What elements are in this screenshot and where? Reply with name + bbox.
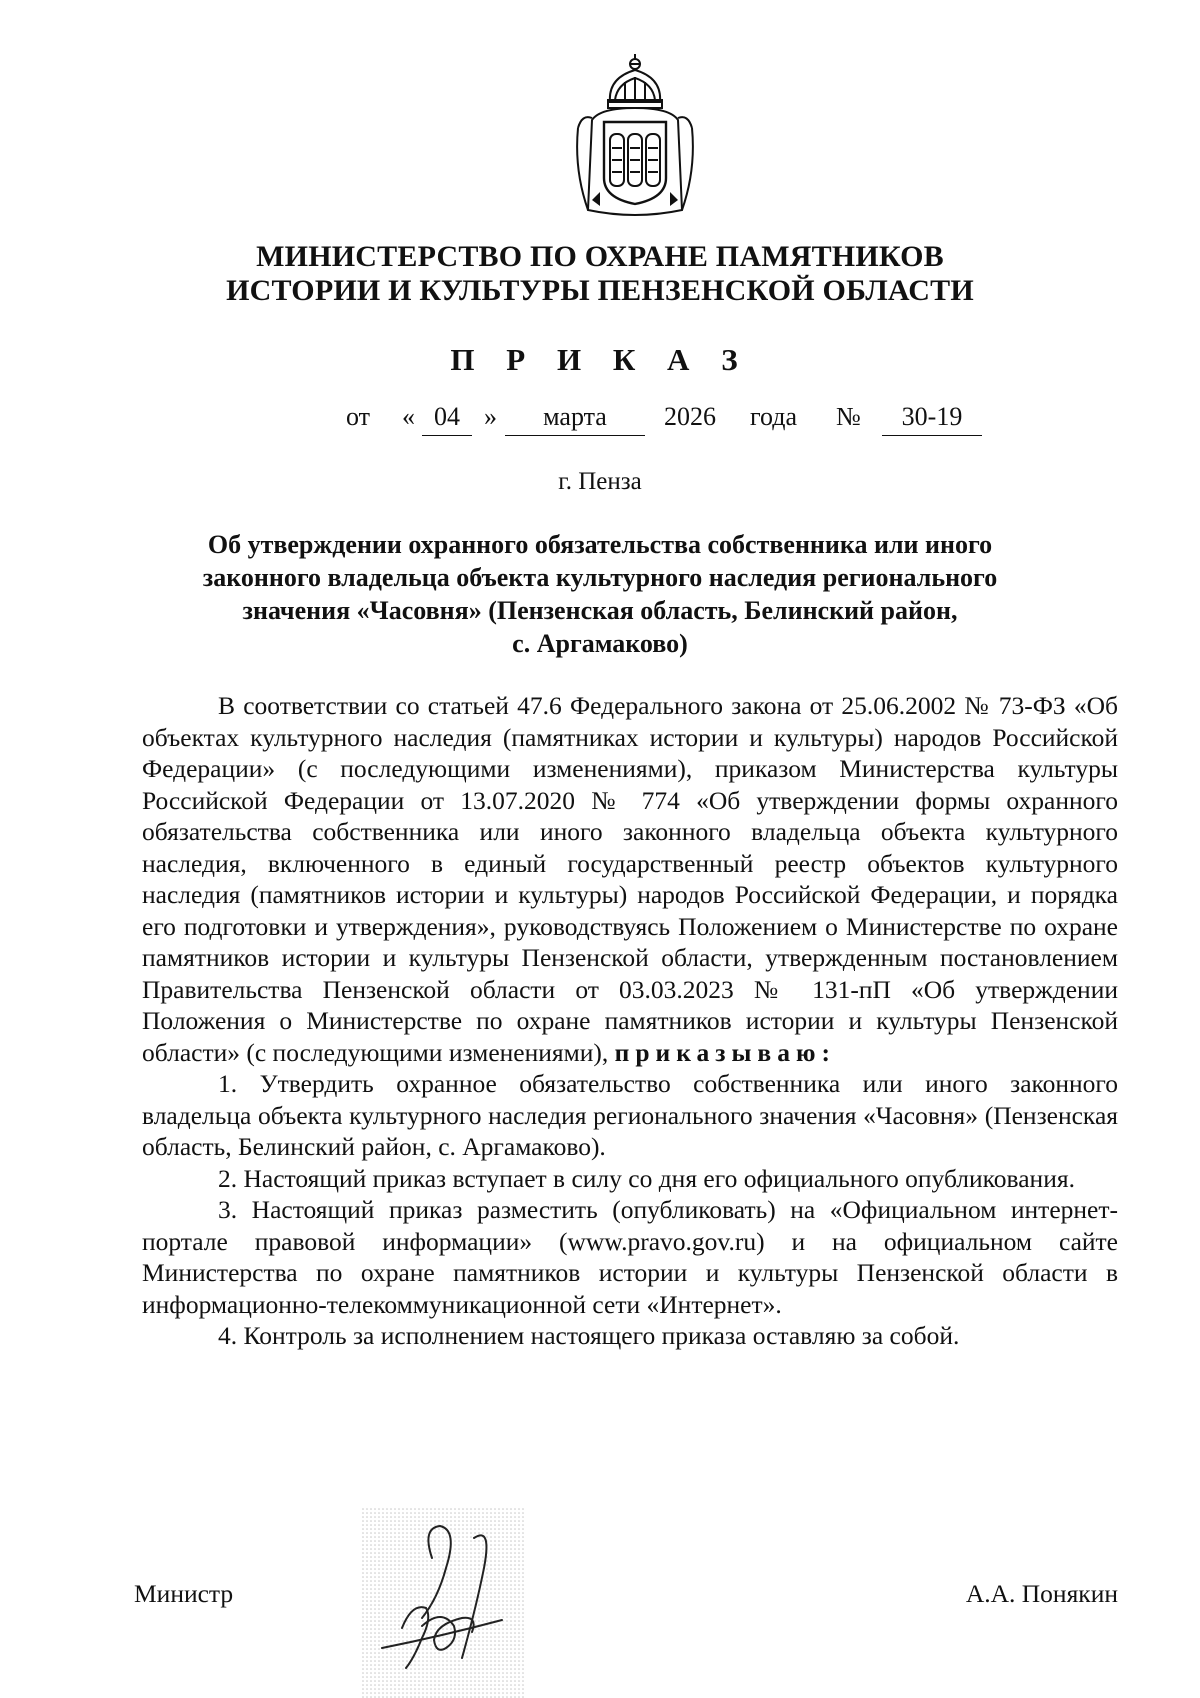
document-body — [142, 690, 1118, 1352]
title-line-4: с. Аргамаково) — [512, 629, 688, 658]
date-year: 2026 — [664, 402, 716, 431]
ministry-line-1: МИНИСТЕРСТВО ПО ОХРАНЕ ПАМЯТНИКОВ — [256, 240, 944, 273]
title-line-2: законного владельца объекта культурного наследия регионального — [202, 563, 998, 592]
coat-of-arms-icon — [570, 50, 700, 222]
signatory-name: А.А. Понякин — [965, 1579, 1118, 1608]
decree-word: приказываю: — [614, 1037, 836, 1067]
city: г. Пенза — [558, 468, 642, 495]
ministry-name — [0, 240, 1200, 308]
date-month: марта — [505, 402, 645, 436]
list-item: 1. Утвердить охранное обязательство собственника или иного законного владельца объекта культурного наследия регионального значения «Часовня» (Пензенская область, Белинский район, с. Аргамаково). — [142, 1069, 1118, 1161]
date-line — [0, 402, 1200, 442]
list-item: 3. Настоящий приказ разместить (опубликовать) на «Официальном интернет-портале правовой информации» (www.pravo.gov.ru) и на официальном сайте Министерства по охране памятников истории и культуры Пензенской области в информационно-телекоммуникационной сети «Интернет». — [142, 1195, 1118, 1319]
number-sign: № — [836, 402, 861, 431]
date-quote-open: « — [402, 402, 415, 431]
date-year-word: года — [750, 402, 798, 431]
date-quote-close: » — [484, 402, 497, 431]
signatory-position: Министр — [134, 1579, 234, 1608]
title-line-3: значения «Часовня» (Пензенская область, Белинский район, — [242, 596, 958, 625]
title-line-1: Об утверждении охранного обязательства собственника или иного — [207, 530, 993, 559]
list-item: 4. Контроль за исполнением настоящего приказа оставляю за собой. — [218, 1321, 960, 1350]
handwritten-signature — [362, 1508, 524, 1698]
preamble-paragraph — [142, 690, 1118, 1068]
preamble-text: В соответствии со статьей 47.6 Федерального закона от 25.06.2002 № 73-ФЗ «Об объектах культурного наследия (памятниках истории и культуры) народов Российской Федерации» (с последующими изменениями), приказом Министерства культуры Российской Федерации от 13.07.2020 № 774 «Об утверждении формы охранного обязательства собственника или иного законного владельца объекта культурного наследия, включенного в единый государственный реестр объектов культурного наследия (памятников истории и культуры) народов Российской Федерации, и порядка его подготовки и утверждения», руководствуясь Положением о Министерстве по охране памятников истории и культуры Пензенской области, утвержденным постановлением Правительства Пензенской области от 03.03.2023 № 131-пП «Об утверждении Положения о Министерстве по охране памятников истории и культуры Пензенской области» (с последующими изменениями), — [142, 691, 1118, 1067]
document-title — [150, 528, 1050, 660]
document-type: П Р И К А З — [450, 342, 750, 377]
ministry-line-2: ИСТОРИИ И КУЛЬТУРЫ ПЕНЗЕНСКОЙ ОБЛАСТИ — [226, 274, 974, 307]
document-number: 30-19 — [882, 402, 982, 436]
date-prefix: от — [346, 402, 371, 431]
date-day: 04 — [422, 402, 472, 436]
list-item: 2. Настоящий приказ вступает в силу со дня его официального опубликования. — [218, 1163, 1075, 1193]
